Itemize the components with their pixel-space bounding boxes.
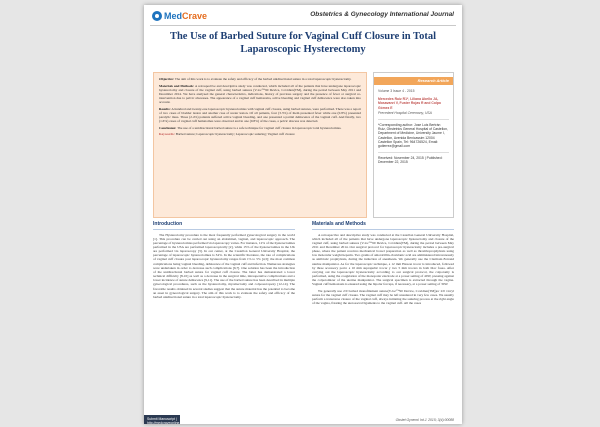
methods-paragraph-1: A retrospective and descriptive study was conducted at the Castellon General University Hospital, which included all of the patients that have undergone laparoscopic hysterectomy and closure of the vaginal cuff, using barbed sutures (V-loc™90 Device, Covidien(TM), during the period between May 2011 and December 2014. Our surgical protocol for laparoscopic hysterectomy includes a pre-surgical phase, where the patient receives mechanical bowel preparation as well as thromboprophylaxis using low molecular weight heparin. Two grams of amoxicillin-clavulanic acid are administered intravenously as antibiotic prophylaxis, during the induction of anesthesia. We generally use the Clermont-Ferrand uterine manipulator. As for the laparoscopic technique, a 12 mm Hasson trocar is introduced, followed by three accessory ports: a 10 mm suprapubic trocar y two 5 mm trocars in both iliac fossa. After carrying out the laparoscopic hysterectomy according to our surgical protocol, the colpotomy is performed, using the coagulation of the monopolar electrode at a power setting of 40W, pressing against the colpotomizer of the uterine manipulator. The surgical specimen is extracted through the vagina. Vaginal cuff hemostasis is ensured using the bipolar forceps, if necessary, at a power setting of 30W. — [312, 232, 454, 287]
article-page — [144, 5, 462, 424]
abstract-methods: Materials and Methods: A retrospective and descriptive study was conducted, which included all of the patients that have undergone laparoscopic hysterectomy and closure of the vaginal cuff, using barbed sutures (V-loc™90 Device, Covidien(TM), during the period between May 2011 and December 2014. We have analysed the general characteristics, indications, history of previous surgery and the presence of fever or surgical re-intervention due to pelvic abscesses. The appearance of a vaginal cuff hematoma, active bleeding and vaginal cuff dehiscence were also taken into account. — [159, 83, 361, 105]
methods-heading: Materials and Methods — [312, 221, 454, 230]
page-header — [144, 5, 462, 25]
abstract-box — [153, 72, 367, 218]
article-info-sidebar — [373, 72, 454, 218]
corresponding-author: *Corresponding author: Jose Luis Bertrán Ruiz, Obstetrics General Hospital of Castellon, Department of Medicine, University Jaume I, Castellon, Avenida Benicassim 12004 Castellon Spain, Tel: 964726524, Email: gutierrez@gmail.com — [378, 119, 449, 148]
abstract-keywords: Keywords: Barbed suture; Laparoscopic hysterectomy; Laparoscopic suturing; Vaginal cuff closure — [159, 132, 295, 137]
right-column — [312, 221, 454, 308]
article-title: The Use of Barbed Suture for Vaginal Cuff Closure in Total Laparoscopic Hysterectomy — [169, 31, 437, 55]
introduction-paragraph: The Hysterectomy procedure is the most frequently performed gynecological surgery in the world [1]. This procedure can be carried out using an abdominal, vaginal, and laparoscopic approach. The percentage of hysterectomies performed via laparoscopy varies. For instance, 12% of the hysterectomies performed in the USA are performed laparoscopically [2], while 15% of the hysterectomies in the UK are performed via laparoscopy [3]. In our center, at the Castellon General University Hospital, the percentage of laparoscopic hysterectomies is 34%. In the scientific literature, the rate of complications of vaginal cuff closure post laparoscopic hysterectomy ranges from 1% to 5% [4,5]; the most common complications being vaginal bleeding, dehiscence of the vaginal cuff and infection. Numerous strategies were undertaken in order to decrease such complications [6,7]. One solution has been the introduction of the unidirectional barbed suture for vaginal cuff closure. The latter has demonstrated a lower technical difficulty [8-10] as well as a decrease in the surgical time, intraoperative complications and a lower incidence of suture dehiscence [9,11]. The use of the barbed suture has been described in multiple gynecological procedures, such as the hysterectomy, myomectomy and colposacropexy [12-14]. The favorable results obtained in several studies suggest that the suture material has the potential to become an asset in gynecological surgery. The aim of this work is to evaluate the safety and efficacy of the barbed unidirectional suture in a total laparoscopic hysterectomy. — [153, 232, 295, 299]
citation: Obstet Gynecol Int J. 2015; 3(4):00088 — [395, 417, 454, 422]
left-column — [153, 221, 295, 301]
received-published-dates: Received: November 24, 2015 | Published: December 22, 2015 — [378, 152, 449, 164]
page-footer — [144, 415, 462, 424]
submit-manuscript-link[interactable]: Submit Manuscript | http://medcraveonline.com — [147, 417, 187, 424]
logo-text: MedCrave — [164, 11, 208, 21]
author-list[interactable]: Mercedes Ruiz R1*, Liliana Abello JA, Mosavanri V, Fuster Rojas R and Colpo Gómez E — [378, 97, 441, 110]
abstract-results: Results: A hundred and twenty-one laparoscopic hysterectomies with vaginal cuff closure, using barbed sutures, were performed. There was a report of two cases of bladder lesion and another case of ureter lesion. Of all patients, four (3.3%) of them presented fever while one (0.8%) presented paralytic ileus. Three (2.4%) patients suffered active vaginal bleeding, and one presented a partial dehiscence of the vaginal cuff. And finally, two (1.6%) cases of vaginal cuff hematomas were observed and in one (0.8%) of the cases, a pelvic abscess was detected. — [159, 106, 361, 124]
submit-manuscript-bar[interactable] — [144, 415, 187, 424]
affiliation: Precedent Hospital Ceremony, USA — [378, 110, 432, 115]
journal-name: Obstetrics & Gynecology International Journal — [310, 11, 454, 18]
methods-body — [312, 233, 454, 306]
article-info-content — [378, 89, 449, 165]
methods-paragraph-2: We generally use 2/0 barbed monofilament suture(V-loc™90 Device, Covidien(TM))or 2/0 vicryl suture for the vaginal cuff closure. The vaginal cuff may be left unsutured in very few cases. We usually perform a transverse closure of the vaginal cuff, always initiating the suturing process at the right angle of the vagina, fixating the uterosacral ligaments to the vaginal cuff. All the cases — [312, 288, 454, 306]
medcrave-logo-icon — [152, 11, 162, 21]
introduction-heading: Introduction — [153, 221, 295, 230]
introduction-body — [153, 233, 295, 300]
volume-issue: Volume 3 Issue 4 - 2015 — [378, 89, 415, 93]
abstract-conclusion: Conclusion: The use of a unidirectional barbed suture is a safe technique for vaginal cuff closure in laparoscopic total hysterectomies. — [159, 125, 342, 130]
medcrave-logo[interactable] — [152, 10, 207, 22]
article-type-badge: Research Article — [374, 77, 453, 85]
header-divider — [150, 25, 456, 26]
abstract-objective: Objective: The aim of this work is to evaluate the safety and efficacy of the barbed unidirectional suture in a total laparoscopic hysterectomy. — [159, 77, 352, 81]
